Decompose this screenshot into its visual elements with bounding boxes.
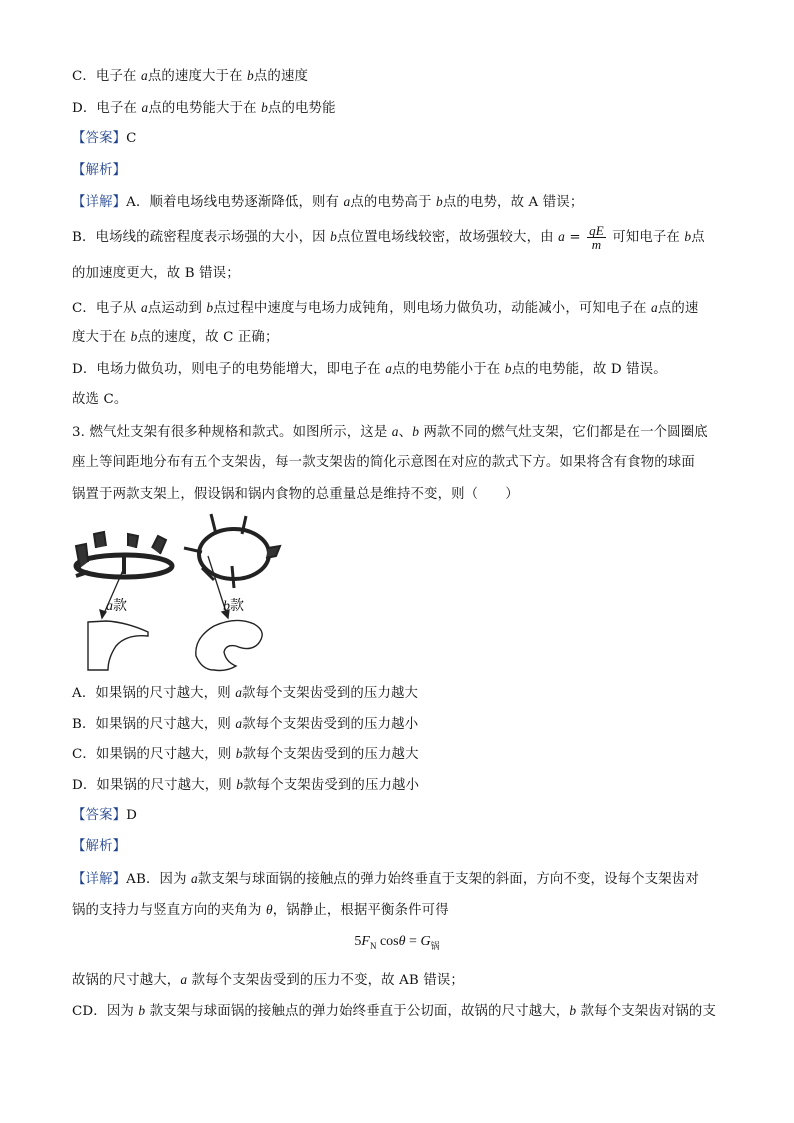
option-c: C．如果锅的尺寸越大，则 b款每个支架齿受到的压力越大 xyxy=(72,746,419,762)
detail-1-a: 【详解】A．顺着电场线电势逐渐降低，则有 a点的电势高于 b点的电势，故 A 错误； xyxy=(72,194,584,210)
option-c-line: C．电子在 a点的速度大于在 b点的速度 xyxy=(72,68,309,84)
analysis-2-label: 【解析】 xyxy=(72,839,127,854)
label-a: a款 xyxy=(106,599,127,614)
choose-1: 故选 C。 xyxy=(72,392,128,407)
label-b: b款 xyxy=(223,599,244,614)
option-a: A．如果锅的尺寸越大，则 a款每个支架齿受到的压力越大 xyxy=(72,685,419,701)
question-3-line-3: 锅置于两款支架上，假设锅和锅内食物的总重量总是维持不变，则（ ） xyxy=(72,487,519,502)
question-3-line-1: 3. 燃气灶支架有很多种规格和款式。如图所示，这是 a、b 两款不同的燃气灶支架，它们都是在一个圆圈底 xyxy=(72,424,708,440)
tooth-b-sketch xyxy=(196,620,262,670)
detail-2-result: 故锅的尺寸越大，a 款每个支架齿受到的压力不变，故 AB 错误； xyxy=(72,972,464,988)
stove-support-drawing xyxy=(66,506,286,676)
acceleration-fraction: $\frac{qE}{m}$ xyxy=(589,223,604,252)
stove-support-figure xyxy=(66,506,286,676)
option-d-line: D．电子在 a点的电势能大于在 b点的电势能 xyxy=(72,100,336,116)
detail-1-b: B．电场线的疏密程度表示场强的大小，因 b点位置电场线较密，故场强较大，由 a = $\frac{qE}{m}$ 可知电子在 b点 xyxy=(72,223,705,252)
detail-2-cd: CD．因为 b 款支架与球面锅的接触点的弹力始终垂直于公切面，故锅的尺寸越大，b 款每个支架齿对锅的支 xyxy=(72,1003,717,1019)
detail-1-c: C．电子从 a点运动到 b点过程中速度与电场力成钝角，则电场力做负功，动能减小，可知电子在 a点的速 xyxy=(72,300,699,316)
analysis-1-label: 【解析】 xyxy=(72,163,127,178)
support-a-image xyxy=(76,532,172,577)
equilibrium-equation: $5F_N$ $\cos\theta = G_锅$ xyxy=(354,934,440,951)
detail-1-b-cont: 的加速度更大，故 B 错误； xyxy=(72,266,240,281)
detail-1-d: D．电场力做负功，则电子的电势能增大，即电子在 a点的电势能小于在 b点的电势能，故 D 错误。 xyxy=(72,361,667,377)
support-b-image xyxy=(184,514,280,588)
answer-2: 【答案】D xyxy=(72,808,138,823)
question-3-line-2: 座上等间距地分布有五个支架齿，每一款支架齿的简化示意图在对应的款式下方。如果将含有食物的球面 xyxy=(72,455,695,470)
option-b: B．如果锅的尺寸越大，则 a款每个支架齿受到的压力越小 xyxy=(72,716,419,732)
answer-1: 【答案】C xyxy=(72,131,137,146)
detail-2-ab: 【详解】AB．因为 a款支架与球面锅的接触点的弹力始终垂直于支架的斜面，方向不变，设每个支架齿对 xyxy=(72,871,699,887)
detail-1-c-cont: 度大于在 b点的速度，故 C 正确； xyxy=(72,329,279,345)
option-d: D．如果锅的尺寸越大，则 b款每个支架齿受到的压力越小 xyxy=(72,777,420,793)
detail-2-ab-cont: 锅的支持力与竖直方向的夹角为 θ，锅静止，根据平衡条件可得 xyxy=(72,902,449,918)
tooth-a-sketch xyxy=(88,621,148,670)
